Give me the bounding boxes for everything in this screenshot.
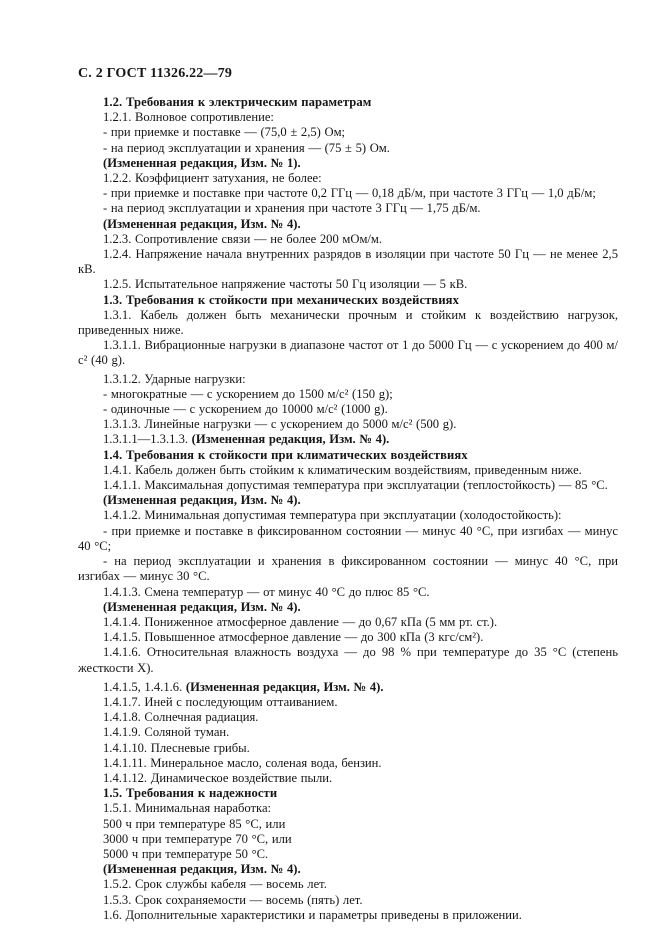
paragraph: 1.5.1. Минимальная наработка: xyxy=(103,801,272,816)
section-heading: 1.4. Требования к стойкости при климатических воздействиях xyxy=(103,447,468,462)
clause-range: 1.3.1.1—1.3.1.3. xyxy=(103,432,189,447)
list-item: - при приемке и поставке — (75,0 ± 2,5) Ом; xyxy=(103,125,346,140)
list-item: - на период эксплуатации и хранения в фиксированном состоянии — минус 40 °С, при изгибах — минус 30 °С. xyxy=(78,554,618,584)
paragraph: 500 ч при температуре 85 °С, или xyxy=(103,816,286,831)
paragraph: 1.4.1.3. Смена температур — от минус 40 °С до плюс 85 °С. xyxy=(103,584,430,599)
section-heading: 1.3. Требования к стойкости при механических воздействиях xyxy=(103,292,459,307)
amendment-note: (Измененная редакция, Изм. № 4). xyxy=(103,216,301,231)
list-item-text: при приемке и поставке в фиксированном состоянии — минус 40 °С, при изгибах — минус 40 °С; xyxy=(78,523,618,553)
paragraph: 1.4.1.8. Солнечная радиация. xyxy=(103,710,259,725)
paragraph: 1.4.1.2. Минимальная допустимая температура при эксплуатации (холодостойкость): xyxy=(103,508,562,523)
paragraph: 1.5.2. Срок службы кабеля — восемь лет. xyxy=(103,877,327,892)
paragraph: 1.2.1. Волновое сопротивление: xyxy=(103,110,274,125)
list-item: - при приемке и поставке в фиксированном состоянии — минус 40 °С, при изгибах — минус 40 °С; xyxy=(78,523,618,553)
section-heading: 1.5. Требования к надежности xyxy=(103,786,278,801)
paragraph: 1.6. Дополнительные характеристики и параметры приведены в приложении. xyxy=(103,907,522,922)
paragraph xyxy=(78,432,618,447)
amendment-note: (Измененная редакция, Изм. № 4). xyxy=(103,493,301,508)
paragraph: 1.3.1.2. Ударные нагрузки: xyxy=(103,371,246,386)
paragraph: 1.4.1.6. Относительная влажность воздуха — до 98 % при температуре до 35 °С (степень жесткости X). xyxy=(78,645,618,675)
paragraph: 1.4.1.1. Максимальная допустимая температура при эксплуатации (теплостойкость) — 85 °С. xyxy=(103,478,608,493)
amendment-note: (Измененная редакция, Изм. № 4). xyxy=(103,599,301,614)
amendment-note: (Измененная редакция, Изм. № 4). xyxy=(185,679,384,694)
amendment-note: (Измененная редакция, Изм. № 4). xyxy=(191,432,390,447)
list-item: - на период эксплуатации и хранения при частоте 3 ГГц — 1,75 дБ/м. xyxy=(103,201,481,216)
paragraph: 1.3.1.1. Вибрационные нагрузки в диапазоне частот от 1 до 5000 Гц — с ускорением до 400 м/с² (40 g). xyxy=(78,338,618,368)
paragraph xyxy=(78,680,618,695)
amendment-note: (Измененная редакция, Изм. № 4). xyxy=(103,862,301,877)
list-item-text: одиночные — с ускорением до 10000 м/с² (1000 g). xyxy=(110,402,388,417)
paragraph: 1.4.1.12. Динамическое воздействие пыли. xyxy=(103,770,333,785)
list-item-text: при приемке и поставке — (75,0 ± 2,5) Ом; xyxy=(110,125,346,140)
paragraph: 1.3.1. Кабель должен быть механически прочным и стойким к воздействию нагрузок, приведенных ниже. xyxy=(78,307,618,338)
section-heading: 1.2. Требования к электрическим параметрам xyxy=(103,95,372,109)
paragraph: 1.4.1.11. Минеральное масло, соленая вода, бензин. xyxy=(103,755,382,770)
paragraph: 1.3.1.3. Линейные нагрузки — с ускорением до 5000 м/с² (500 g). xyxy=(103,417,457,432)
paragraph: 1.4.1.4. Пониженное атмосферное давление — до 0,67 кПа (5 мм рт. ст.). xyxy=(103,614,498,629)
paragraph: 1.4.1.9. Соляной туман. xyxy=(103,725,230,740)
paragraph: 1.4.1. Кабель должен быть стойким к климатическим воздействиям, приведенным ниже. xyxy=(103,462,582,477)
paragraph: 1.5.3. Срок сохраняемости — восемь (пять) лет. xyxy=(103,892,363,907)
paragraph: 3000 ч при температуре 70 °С, или xyxy=(103,831,292,846)
paragraph: 1.4.1.5. Повышенное атмосферное давление — до 300 кПа (3 кгс/см²). xyxy=(103,630,484,645)
amendment-note: (Измененная редакция, Изм. № 1). xyxy=(103,155,301,170)
paragraph: 1.4.1.10. Плесневые грибы. xyxy=(103,740,250,755)
list-item: - одиночные — с ускорением до 10000 м/с² (1000 g). xyxy=(103,402,388,417)
paragraph: 5000 ч при температуре 50 °С. xyxy=(103,846,269,861)
list-item-text: на период эксплуатации и хранения — (75 ± 5) Ом. xyxy=(110,140,390,155)
list-item: - при приемке и поставке при частоте 0,2 ГГц — 0,18 дБ/м, при частоте 3 ГГц — 1,0 дБ/м; xyxy=(103,186,596,201)
list-item: - на период эксплуатации и хранения — (75 ± 5) Ом. xyxy=(103,140,390,155)
list-item-text: на период эксплуатации и хранения при частоте 3 ГГц — 1,75 дБ/м. xyxy=(110,201,481,216)
list-item: - многократные — с ускорением до 1500 м/с² (150 g); xyxy=(103,386,393,401)
paragraph: 1.2.3. Сопротивление связи — не более 200 мОм/м. xyxy=(103,231,383,246)
paragraph: 1.2.2. Коэффициент затухания, не более: xyxy=(103,171,322,186)
paragraph: 1.2.4. Напряжение начала внутренних разрядов в изоляции при частоте 50 Гц — не менее 2,5 кВ. xyxy=(78,247,618,277)
list-item-text: при приемке и поставке при частоте 0,2 ГГц — 0,18 дБ/м, при частоте 3 ГГц — 1,0 дБ/м; xyxy=(110,186,596,201)
paragraph: 1.4.1.7. Иней с последующим оттаиванием. xyxy=(103,694,338,709)
clause-range: 1.4.1.5, 1.4.1.6. xyxy=(103,679,183,694)
paragraph: 1.2.5. Испытательное напряжение частоты 50 Гц изоляции — 5 кВ. xyxy=(103,277,468,292)
list-item-text: на период эксплуатации и хранения в фиксированном состоянии — минус 40 °С, при изгибах — минус 30 °С. xyxy=(78,554,618,584)
list-item-text: многократные — с ускорением до 1500 м/с² (150 g); xyxy=(110,386,393,401)
document-body xyxy=(78,95,618,923)
page-header: С. 2 ГОСТ 11326.22—79 xyxy=(78,66,233,81)
